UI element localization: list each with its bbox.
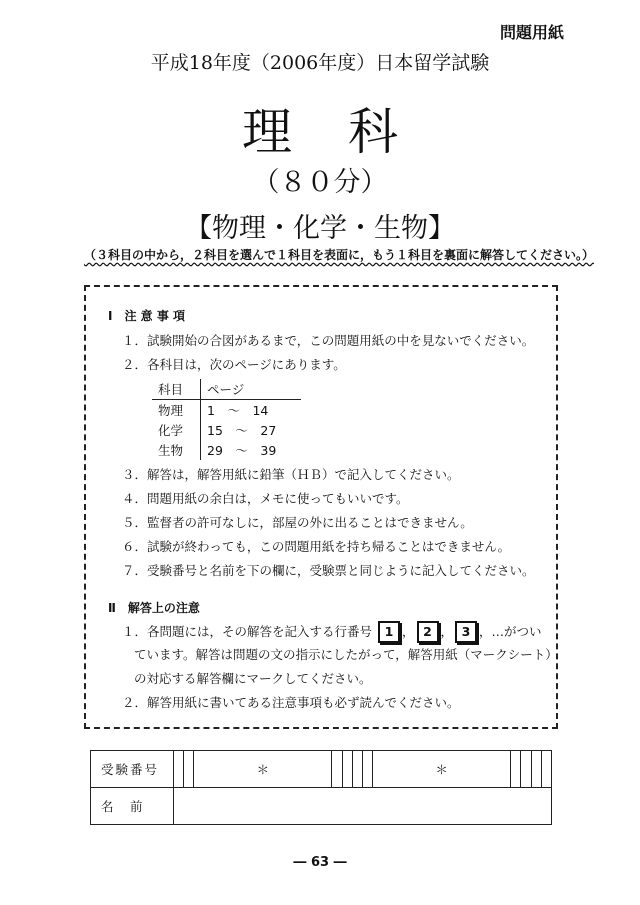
- exam-number-label: 受験番号: [91, 751, 174, 788]
- row-number-box: 1: [378, 621, 400, 643]
- corner-label: 問題用紙: [499, 23, 564, 42]
- answer-note-1: １．各問題には，その解答を記入する行番号 1 ， 2 ， 3 ，…がつい: [122, 621, 542, 643]
- exam-number-cell[interactable]: [352, 751, 362, 788]
- table-cell: 15 ～ 27: [207, 423, 277, 438]
- exam-title: 平成18年度（2006年度）日本留学試験: [150, 52, 490, 74]
- table-cell: 物理: [152, 400, 201, 421]
- exam-number-cell[interactable]: [541, 751, 551, 788]
- exam-number-cell[interactable]: [342, 751, 352, 788]
- name-label: 名 前: [91, 788, 174, 825]
- exam-number-cell[interactable]: [174, 751, 184, 788]
- name-field[interactable]: [174, 788, 552, 825]
- table-row: [152, 400, 301, 421]
- answer-note-2: ２．解答用紙に書いてある注意事項も必ず読んでください。: [122, 695, 460, 710]
- answer-note-1-prefix: １．各問題には，その解答を記入する行番号: [122, 624, 373, 639]
- exam-number-cell[interactable]: [511, 751, 521, 788]
- exam-number-row: [91, 751, 552, 788]
- row-number-box: 3: [455, 621, 477, 643]
- page-table-header-pages: ページ: [201, 379, 302, 400]
- name-row: [91, 788, 552, 825]
- note-item-5: ５．監督者の許可なしに，部屋の外に出ることはできません。: [122, 515, 473, 530]
- duration: （８０分）: [252, 167, 388, 198]
- table-row: [152, 420, 301, 440]
- section2-heading: Ⅱ 解答上の注意: [108, 601, 200, 615]
- exam-number-cell[interactable]: [184, 751, 194, 788]
- note-item-4: ４．問題用紙の余白は，メモに使ってもいいです。: [122, 491, 409, 506]
- table-cell: 生物: [152, 440, 201, 460]
- exam-number-cell[interactable]: [332, 751, 342, 788]
- table-row: [152, 440, 301, 460]
- answer-note-1-line2: ています。解答は問題の文の指示にしたがって，解答用紙（マークシート）: [134, 647, 558, 662]
- note-item-7: ７．受験番号と名前を下の欄に，受験票と同じように記入してください。: [122, 563, 535, 578]
- table-cell: 1 ～ 14: [207, 403, 269, 418]
- exam-number-asterisk: ＊: [373, 751, 511, 788]
- subjects-line: 【物理・化学・生物】: [185, 213, 455, 244]
- exam-number-cell[interactable]: [521, 751, 531, 788]
- note-item-3: ３．解答は，解答用紙に鉛筆（ＨＢ）で記入してください。: [122, 467, 460, 482]
- notes-box: [84, 285, 558, 729]
- page-table-header-subject: 科目: [152, 379, 201, 400]
- table-cell: 化学: [152, 420, 201, 440]
- section1-heading: Ⅰ 注 意 事 項: [108, 309, 185, 323]
- answer-note-1-suffix: ，…がつい: [479, 624, 542, 639]
- table-cell: 29 ～ 39: [207, 443, 277, 458]
- note-item-1: １．試験開始の合図があるまで，この問題用紙の中を見ないでください。: [122, 333, 535, 348]
- exam-number-asterisk: ＊: [194, 751, 332, 788]
- registration-table: [90, 750, 552, 825]
- page-number: ― 63 ―: [293, 855, 347, 870]
- exam-number-cell[interactable]: [362, 751, 372, 788]
- note-item-2: ２．各科目は，次のページにあります。: [122, 357, 346, 372]
- exam-number-cell[interactable]: [531, 751, 541, 788]
- subject-title: 理科: [242, 103, 454, 161]
- row-number-box: 2: [417, 621, 439, 643]
- note-item-6: ６．試験が終わっても，この問題用紙を持ち帰ることはできません。: [122, 539, 511, 554]
- page-table: [152, 379, 301, 460]
- instruction-note: （３科目の中から，２科目を選んで１科目を表面に，もう１科目を裏面に解答してください。）: [84, 248, 595, 262]
- answer-note-1-line3: の対応する解答欄にマークしてください。: [134, 671, 372, 686]
